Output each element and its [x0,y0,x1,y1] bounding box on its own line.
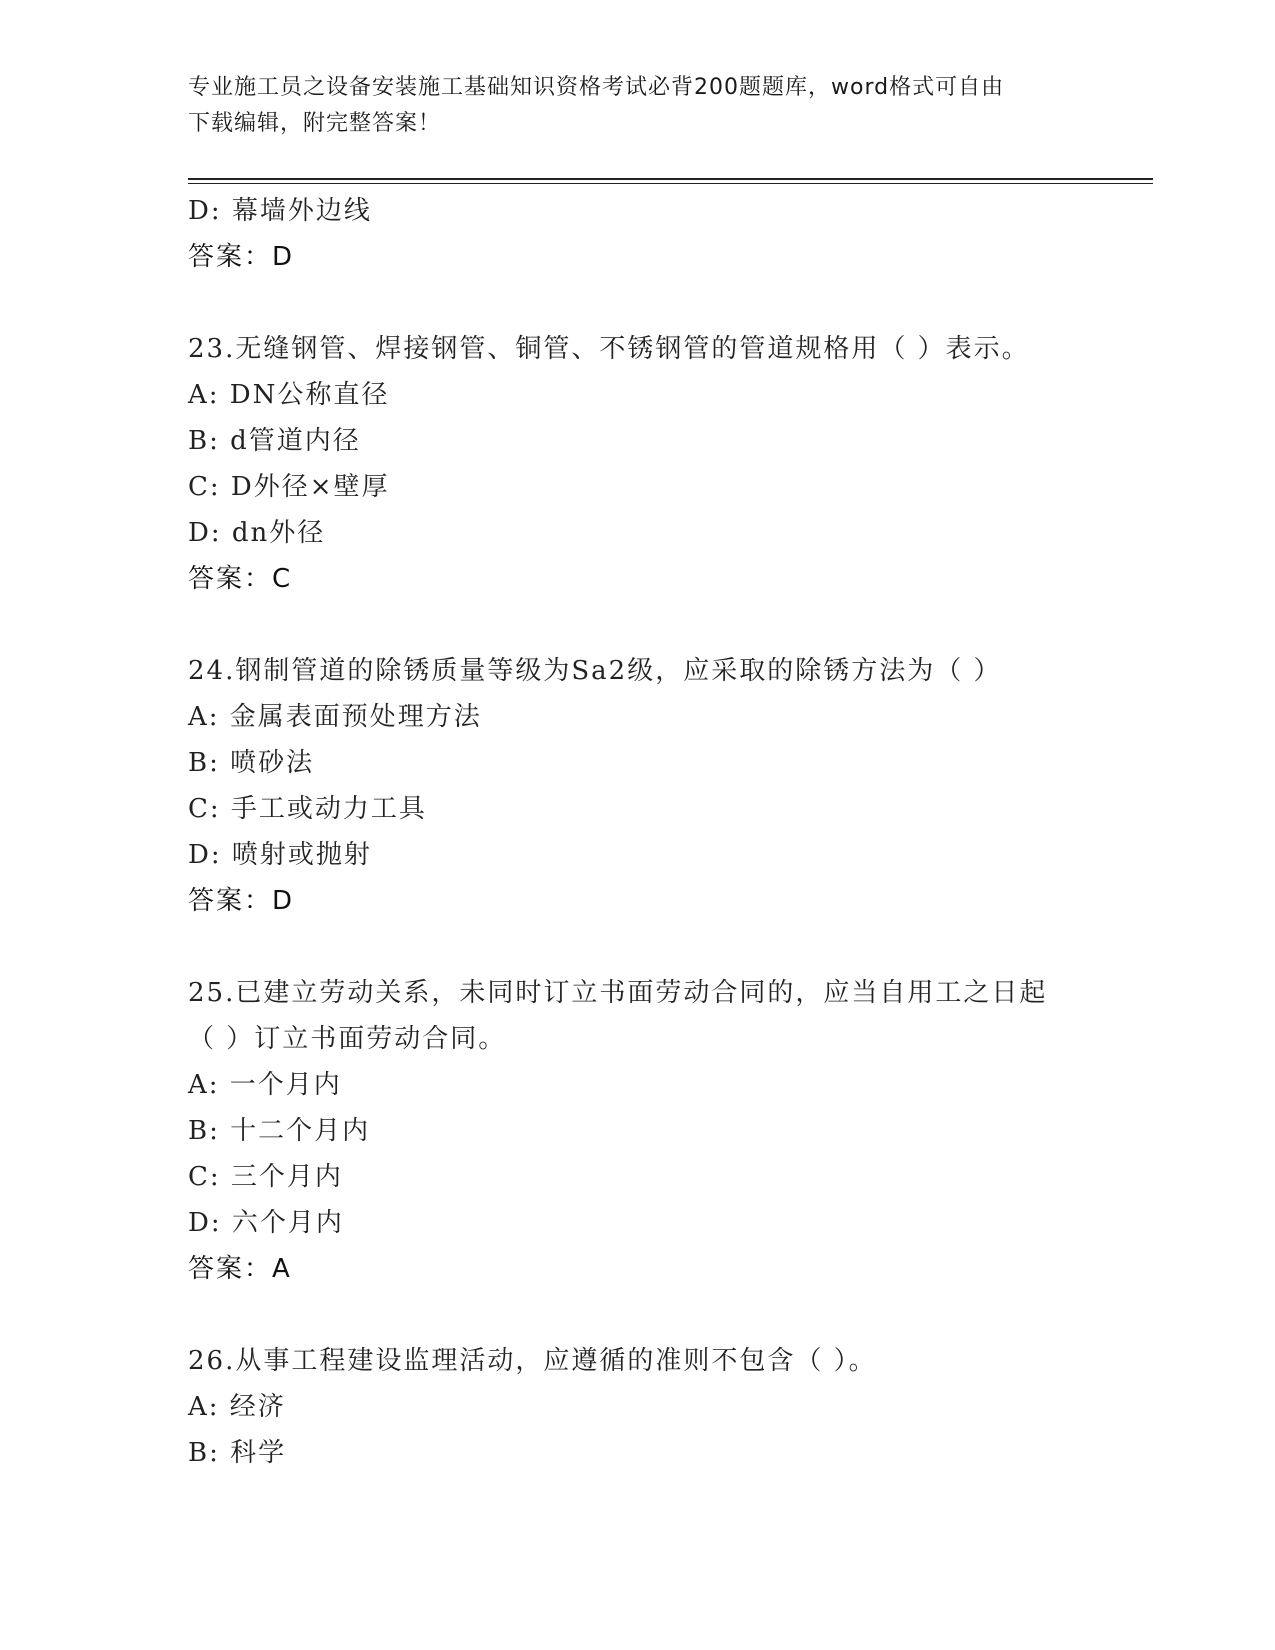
question-25 [188,970,1148,1292]
header-title-line2: 下载编辑，附完整答案！ [188,111,442,136]
answer-line: 答案：C [188,564,293,594]
answer-line: 答案：D [188,242,295,272]
question-stem: 26.从事工程建设监理活动，应遵循的准则不包含（ ）。 [188,1346,877,1376]
question-26 [188,1338,1148,1476]
question-stem: 23.无缝钢管、焊接钢管、铜管、不锈钢管的管道规格用（ ）表示。 [188,334,1030,364]
question-stem: 24.钢制管道的除锈质量等级为Sa2级，应采取的除锈方法为（ ） [188,656,1002,686]
document-header [188,70,1088,142]
option-a: A: 经济 [188,1392,286,1422]
option-d: D: dn外径 [188,518,326,548]
question-stem: 25.已建立劳动关系，未同时订立书面劳动合同的，应当自用工之日起 [188,978,1048,1008]
option-c: C: 三个月内 [188,1162,343,1192]
option-b: B: 科学 [188,1438,287,1468]
option-a: A: 金属表面预处理方法 [188,702,482,732]
option-d: D: 喷射或抛射 [188,840,372,870]
option-c: C: D外径×壁厚 [188,472,390,502]
question-23 [188,326,1148,602]
header-divider-thin [188,183,1153,184]
option-b: B: 喷砂法 [188,748,315,778]
option-b: B: 十二个月内 [188,1116,371,1146]
header-title-line1: 专业施工员之设备安装施工基础知识资格考试必背200题题库，word格式可自由 [188,75,1005,100]
question-list [188,188,1148,1476]
option-a: A: DN公称直径 [188,380,390,410]
question-stem-line2: （ ）订立书面劳动合同。 [188,1024,507,1054]
option-d: D: 幕墙外边线 [188,196,372,226]
option-c: C: 手工或动力工具 [188,794,427,824]
option-b: B: d管道内径 [188,426,361,456]
prev-question-tail [188,188,1148,280]
header-divider [188,178,1153,180]
option-a: A: 一个月内 [188,1070,342,1100]
option-d: D: 六个月内 [188,1208,344,1238]
answer-line: 答案：A [188,1254,292,1284]
question-24 [188,648,1148,924]
answer-line: 答案：D [188,886,295,916]
